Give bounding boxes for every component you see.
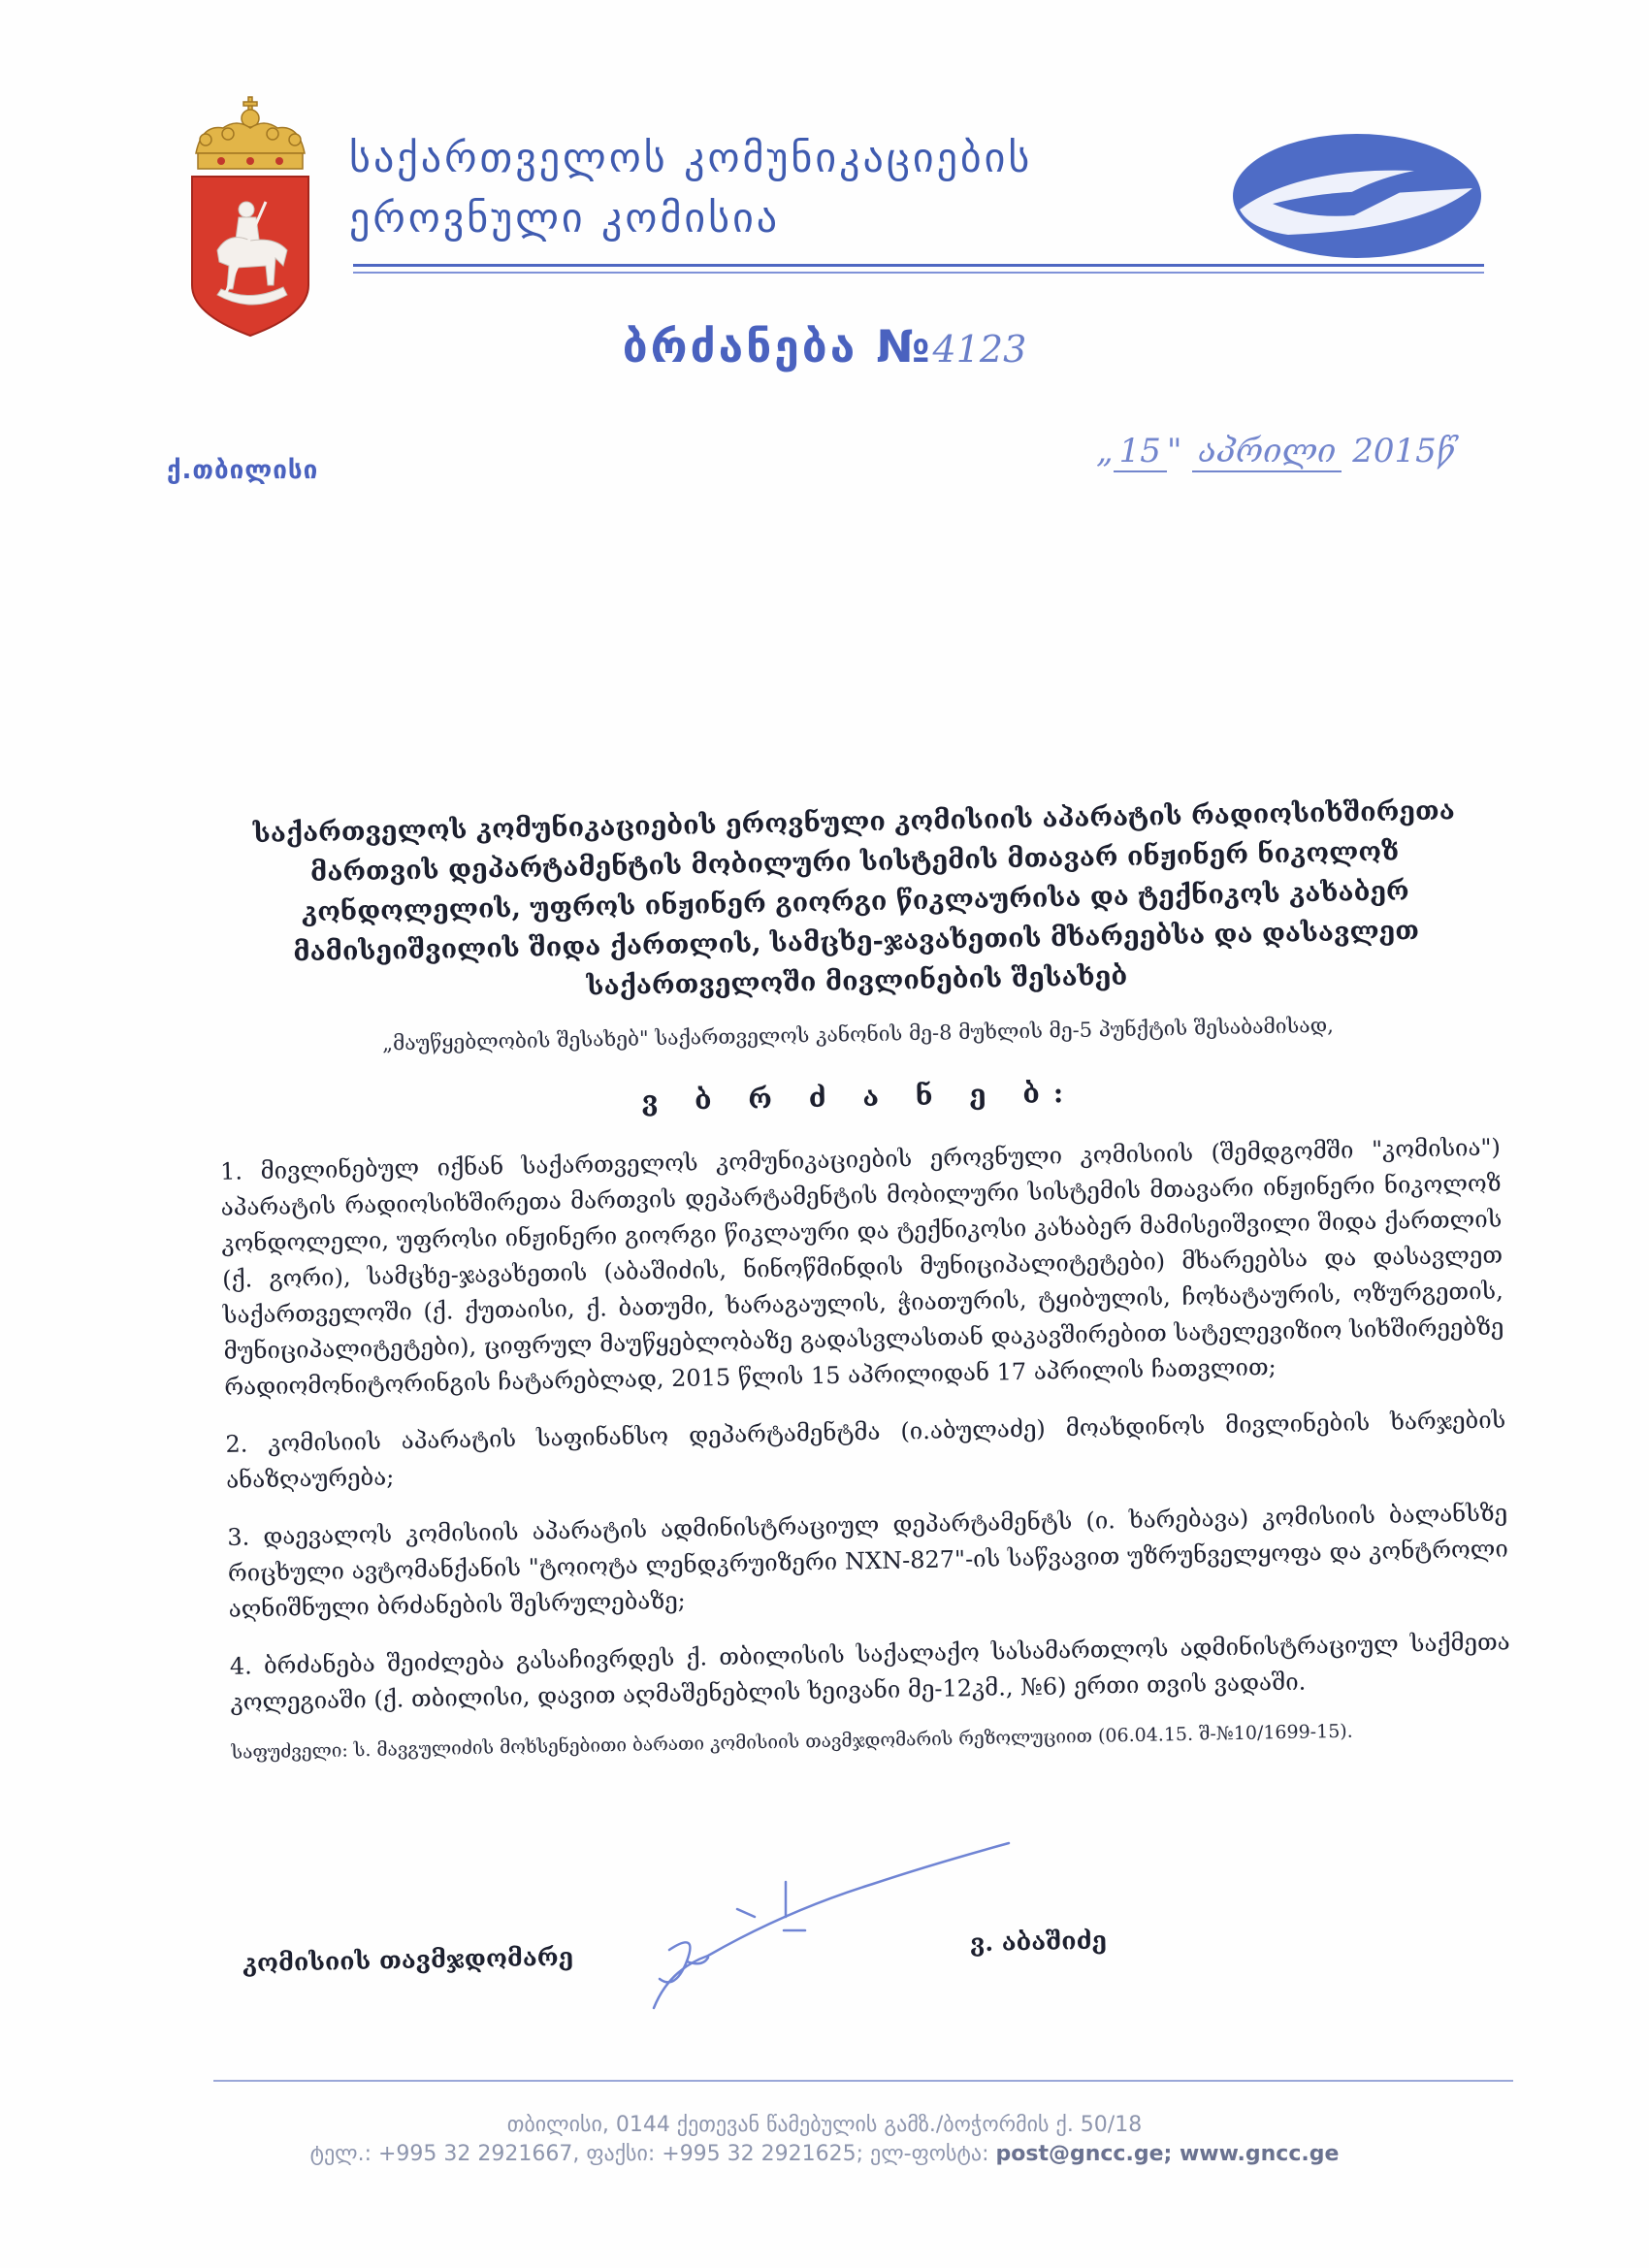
- date-year: 2015წ: [1352, 432, 1455, 470]
- gncc-logo: [1230, 120, 1484, 264]
- order-item-3: 3. დაევალოს კომისიის აპარატის ადმინისტრაციულ დეპარტამენტს (ი. ხარებავა) კომისიის ბალანსზე რიცხული ავტომანქანის "ტოიოტა ლენდკრუიზერი NXN-827"-ის საწვავით უზრუნველყოფა და კონტროლი აღნიშნული ბრძანების შესრულებაზე;: [227, 1499, 1509, 1623]
- order-title: [0, 320, 1649, 373]
- issue-city: ქ.თბილისი: [167, 456, 319, 485]
- footer-rule: [213, 2080, 1513, 2082]
- organization-name: [349, 128, 1032, 248]
- order-item-4: 4. ბრძანება შეიძლება გასაჩივრდეს ქ. თბილისის საქალაქო სასამართლოს ადმინისტრაციულ საქმეთა კოლეგიაში (ქ. თბილისი, დავით აღმაშენებლის ხეივანი მე-12კმ., №6) ერთი თვის ვადაში.: [229, 1628, 1510, 1716]
- organization-name-line1: საქართველოს კომუნიკაციების: [349, 134, 1033, 181]
- order-item-1: 1. მივლინებულ იქნან საქართველოს კომუნიკაციების ეროვნული კომისიის (შემდგომში "კომისია") აპარატის რადიოსიხშირეთა მართვის დეპარტამენტის მობილური სისტემის მთავარი ინჟინერი ნიკოლოზ კონდოლელი, უფროსი ინჟინერი გიორგი წიკლაური და ტექნიკოსი კახაბერ მამისეიშვილი შიდა ქართლის (ქ. გორი), სამცხე-ჯავახეთის (აბაშიძის, ნინოწმინდის მუნიციპალიტეტები) მხარეებსა და დასავლეთ საქართველოში (ქ. ქუთაისი, ქ. ბათუმი, ხარაგაულის, ჭიათურის, ტყიბულის, ჩოხატაურის, ოზურგეთის, მუნიციპალიტეტები), ციფრულ მაუწყებლობაზე გადასვლასთან დაკავშირებით სატელევიზიო სიხშირეებზე რადიომონიტორინგის ჩატარებლად, 2015 წლის 15 აპრილიდან 17 აპრილის ჩათვლით;: [219, 1133, 1504, 1401]
- header-rule: [353, 264, 1484, 267]
- orders-heading: ვ ბ რ ძ ა ნ ე ბ:: [640, 1076, 1078, 1118]
- foundation-note: საფუძველი: ს. მავგულიძის მოხსენებითი ბარათი კომისიის თავმჯდომარის რეზოლუციით (06.04.15. შ-№10/1699-15).: [231, 1720, 1353, 1764]
- order-item-2: 2. კომისიის აპარატის საფინანსო დეპარტამენტმა (ი.აბულაძე) მოახდინოს მივლინების ხარჯების ანაზღაურება;: [225, 1406, 1506, 1494]
- footer-address: თბილისი, 0144 ქეთევან წამებულის გამზ./ბოჭორმის ქ. 50/18: [506, 2113, 1143, 2137]
- header-rule-thin: [353, 272, 1484, 274]
- coat-of-arms-emblem: [182, 95, 318, 340]
- order-label: ბრძანება №: [622, 320, 933, 373]
- order-subject: საქართველოს კომუნიკაციების ეროვნული კომისიის აპარატის რადიოსიხშირეთა მართვის დეპარტამენტის მობილური სისტემის მთავარ ინჟინერ ნიკოლოზ კონდოლელის, უფროს ინჟინერ გიორგი წიკლაურისა და ტექნიკოს კახაბერ მამისეიშვილის შიდა ქართლის, სამცხე-ჯავახეთის მხარეებსა და დასავლეთ საქართველოში მივლინების შესახებ: [252, 795, 1456, 1002]
- signatory-name: ვ. აბაშიძე: [969, 1926, 1108, 1958]
- legal-basis: „მაუწყებლობის შესახებ" საქართველოს კანონის მე-8 მუხლის მე-5 პუნქტის შესაბამისად,: [381, 1013, 1335, 1055]
- footer-phones: ტელ.: +995 32 2921667, ფაქსი: +995 32 2921625; ელ-ფოსტა:: [309, 2142, 996, 2166]
- order-number: 4123: [932, 328, 1027, 371]
- date-day: 15: [1114, 432, 1167, 472]
- signatory-title: კომისიის თავმჯდომარე: [242, 1942, 574, 1978]
- organization-name-line2: ეროვნული კომისია: [349, 194, 781, 242]
- footer-email-web[interactable]: post@gncc.ge; www.gncc.ge: [995, 2142, 1340, 2166]
- issue-date: „ 15 " აპრილი 2015წ: [1096, 432, 1455, 470]
- date-month: აპრილი: [1192, 432, 1342, 472]
- footer-contact: [0, 2142, 1649, 2166]
- document-body: [213, 791, 1512, 1764]
